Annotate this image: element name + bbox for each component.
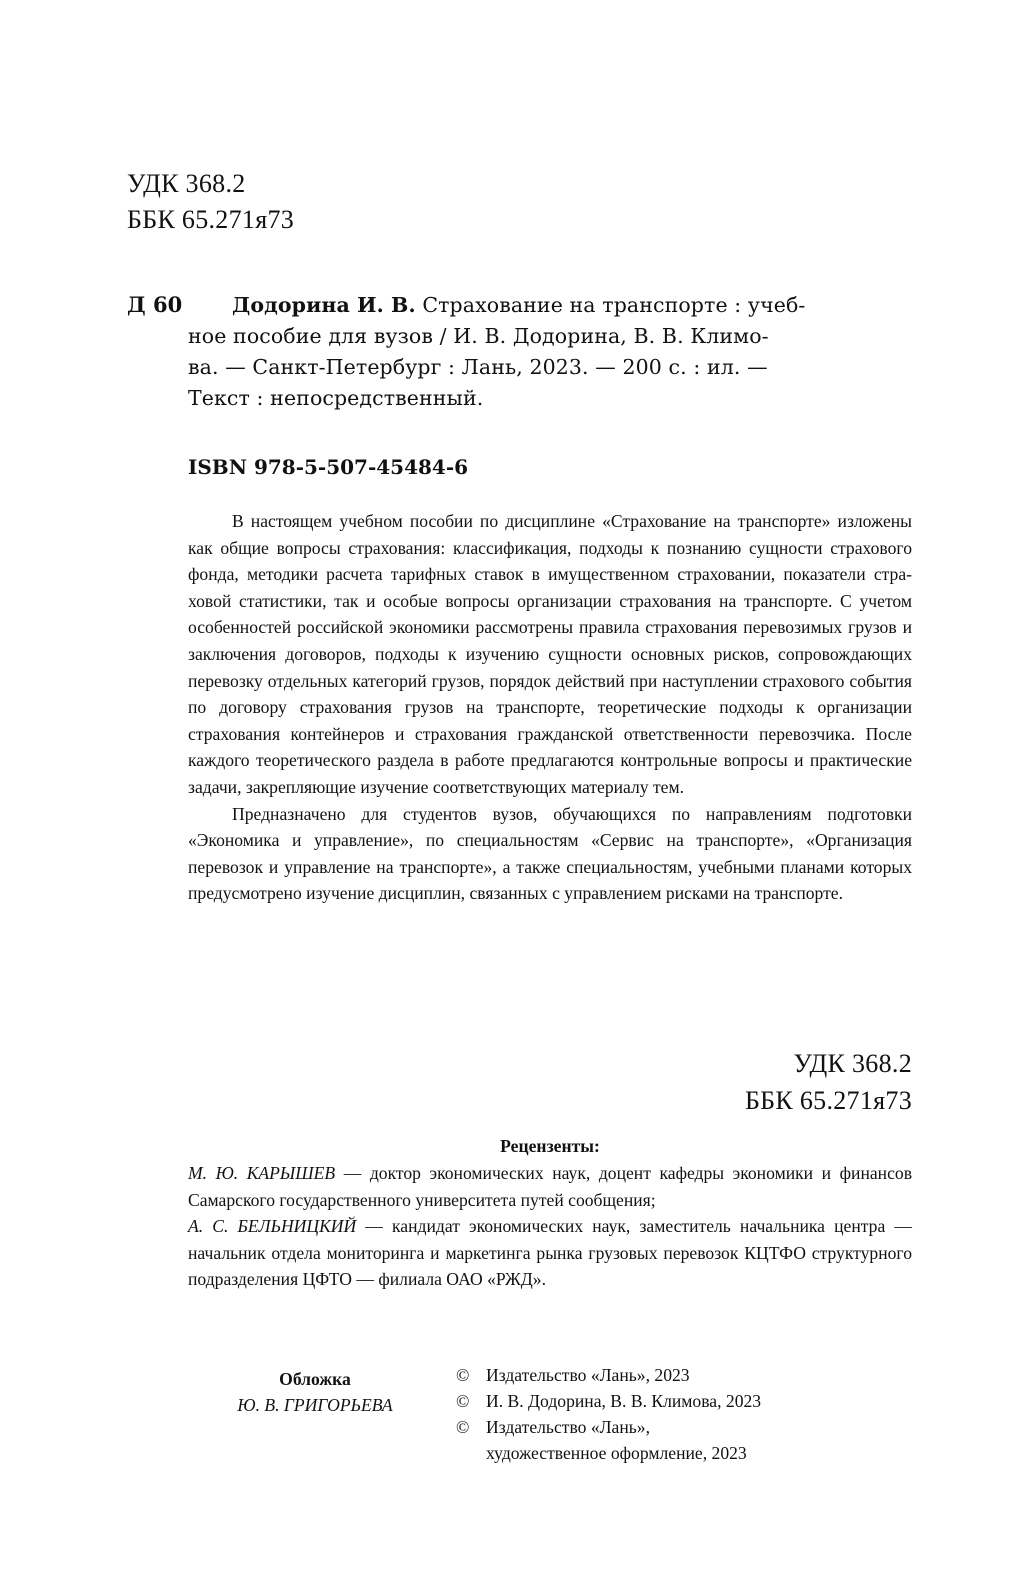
copyright-line	[456, 1388, 916, 1414]
copyright-text: И. В. Додорина, В. В. Климова, 2023	[486, 1391, 762, 1411]
reviewer-entry	[188, 1213, 912, 1293]
copyright-line	[456, 1362, 916, 1388]
cover-artist: Ю. В. ГРИГОРЬЕВА	[237, 1395, 393, 1415]
biblio-author: Додорина И. В.	[232, 293, 416, 317]
cover-label: Обложка	[279, 1369, 351, 1389]
bibliographic-record	[188, 290, 912, 414]
reviewers-heading: Рецензенты:	[500, 1136, 600, 1156]
isbn: ISBN 978-5-507-45484-6	[188, 455, 469, 479]
annotation-paragraph-1: В настоящем учебном пособии по дисциплине «Страхование на транспорте» изложены как общие вопросы страхования: классификация, подходы к познанию сущности страхового фонда, методики расчета тарифных ставок в имущественном страховании, показатели страховой статистики, так и особые вопросы организации страхования на транспорте. С учетом особенностей российской экономики рассмотрены правила страхования перевозимых грузов и заключения договоров, подходы к изучению сущности основных рисков, сопровождающих перевозку отдельных категорий грузов, порядок действий при наступлении страхового события по договору страхования грузов на транспорте, теоретические подходы к организации страхования контейнеров и страхования гражданской ответственности перевозчика. После каждого теоретического раздела в работе предлагаются контрольные вопросы и практические задачи, закрепляющие изучение соответствующих материалу тем.	[188, 511, 912, 797]
bbk-code-top: ББК 65.271я73	[127, 205, 295, 234]
biblio-title: Страхование на транспорте : учеб-	[415, 293, 806, 317]
biblio-line-2: ное пособие для вузов / И. В. Додорина, В. В. Климо-	[188, 324, 769, 348]
biblio-line-3: ва. — Санкт-Петербург : Лань, 2023. — 200 с. : ил. —	[188, 355, 768, 379]
copyright-icon: ©	[456, 1365, 470, 1385]
copyright-text-continuation: художественное оформление, 2023	[486, 1443, 747, 1463]
cover-credit	[195, 1366, 435, 1418]
reviewers-list	[188, 1160, 912, 1293]
copyright-line	[456, 1440, 916, 1466]
reviewer-description: — доктор экономических наук, доцент кафедры экономики и финансов Самарского государственного университета путей сообщения;	[188, 1163, 912, 1210]
copyright-text: Издательство «Лань», 2023	[486, 1365, 690, 1385]
reviewer-description: — кандидат экономических наук, заместитель начальника центра — начальник отдела мониторинга и маркетинга рынка грузовых перевозок КЦТФО структурного подразделения ЦФТО — филиала ОАО «РЖД».	[188, 1216, 912, 1290]
reviewer-entry	[188, 1160, 912, 1213]
copyright-icon: ©	[456, 1417, 470, 1437]
copyright-text: Издательство «Лань»,	[486, 1417, 650, 1437]
biblio-line-4: Текст : непосредственный.	[188, 386, 484, 410]
annotation	[188, 508, 912, 907]
copyright-block	[456, 1362, 916, 1466]
udk-code-top: УДК 368.2	[127, 169, 246, 198]
udk-code-bottom: УДК 368.2	[793, 1049, 912, 1078]
reviewer-name: М. Ю. КАРЫШЕВ	[188, 1163, 336, 1183]
annotation-paragraph-2: Предназначено для студентов вузов, обучающихся по направлениям подготовки «Экономика и управление», по специальностям «Сервис на транспорте», «Организация перевозок и управление на транспорте», а также специальностям, учебными планами которых предусмотрено изучение дисциплин, связанных с управлением рисками на транспорте.	[188, 803, 912, 904]
reviewer-name: А. С. БЕЛЬНИЦКИЙ	[188, 1216, 357, 1237]
copyright-line	[456, 1414, 916, 1440]
copyright-icon: ©	[456, 1391, 470, 1411]
biblio-line-1	[188, 290, 912, 321]
bbk-code-bottom: ББК 65.271я73	[744, 1086, 912, 1115]
author-sign: Д 60	[127, 292, 183, 317]
